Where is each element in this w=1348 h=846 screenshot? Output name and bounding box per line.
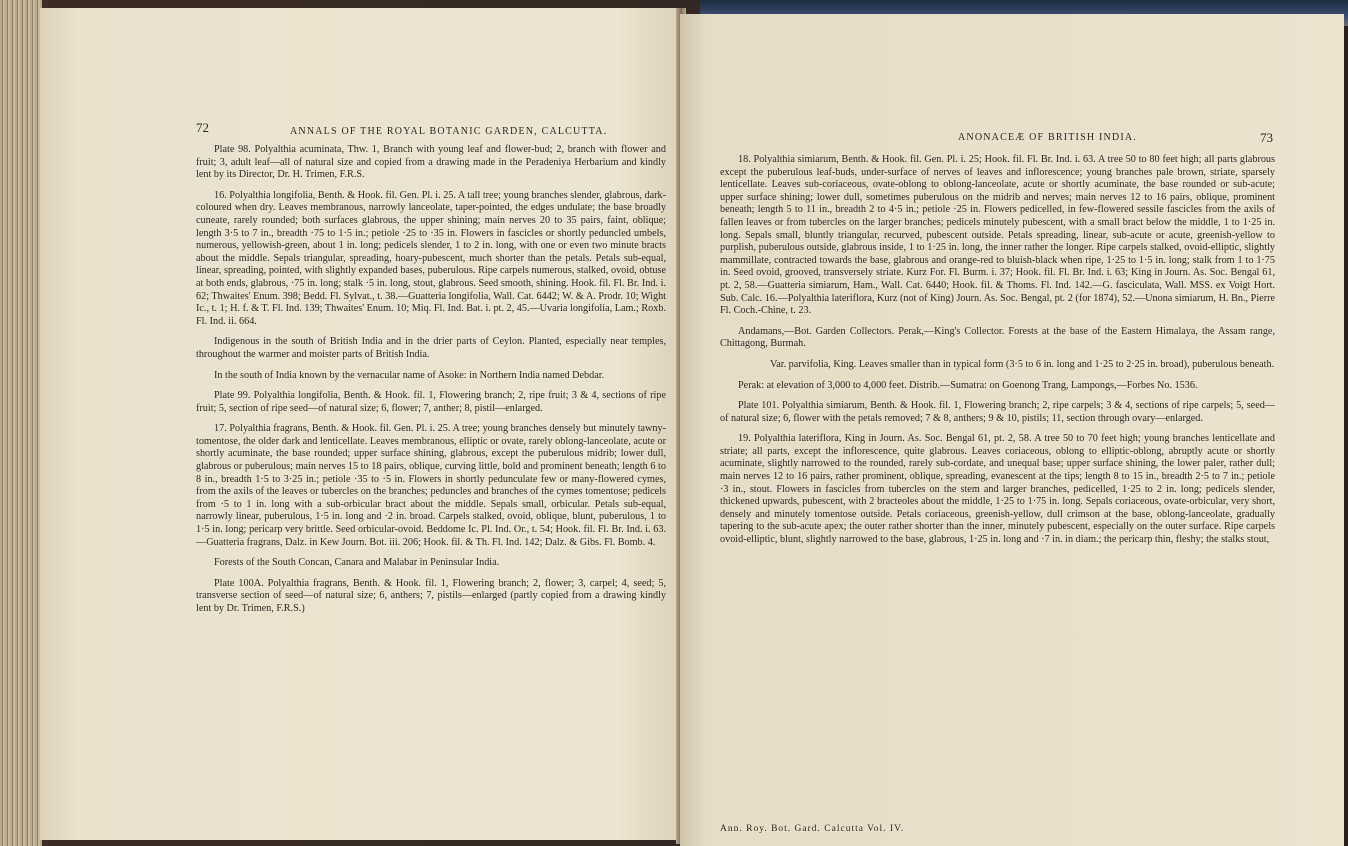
right-page-footer: Ann. Roy. Bot. Gard. Calcutta Vol. IV. bbox=[720, 824, 905, 834]
book-page-edges bbox=[0, 0, 42, 846]
right-page-body bbox=[720, 154, 1275, 555]
paragraph: Plate 100A. Polyalthia fragrans, Benth. & Hook. fil. 1, Flowering branch; 2, flower; 3, carpel; 4, seed; 5, transverse section of seed—of natural size; 6, anthers; 7, pistils—enlarged (partly copied from a drawing kindly lent by Dr. Trimen, F.R.S.) bbox=[196, 577, 666, 614]
paragraph: 18. Polyalthia simiarum, Benth. & Hook. fil. Gen. Pl. i. 25; Hook. fil. Fl. Br. Ind. i. 63. A tree 50 to 80 feet high; all parts glabrous except the puberulous leaf-buds, under-surface of nerves of leaves and inflorescence; young branches pale brown, striate, sparsely lenticellate. Leaves sub-coriaceous, ovate-oblong to oblong-lanceolate, acute or shortly acuminate, the base rounded or sub-acute; upper surface shining; lower dull, sometimes puberulous on the midrib and nerves; main nerves 12 to 16 pairs, oblique, prominent beneath; length 5 to 11 in., breadth 2 to 4·5 in.; petiole ·25 in. Flowers pedicelled, in few-flowered sessile fascicles from the axils of fallen leaves or from tubercles on the larger branches; pedicels minutely pubescent, with a small bract below the middle, 1 to 1·25 in. long. Sepals small, bluntly triangular, recurved, pubescent outside. Petals spreading, linear, sub-acute or acute, greenish-yellow to purplish, puberulous outside, glabrous inside, 1 to 1·25 in. long, the inner rather the longer. Ripe carpels stalked, ovoid-elliptic, slightly mammillate, contracted towards the base, glabrous and orange-red to bluish-black when ripe, 1·25 to 1·5 in. long; stalk from 1 to 1·75 in. Seed ovoid, grooved, transversely striate. Kurz For. Fl. Burm. i. 37; Hook. fil. Fl. Br. Ind. i. 63; King in Journ. As. Soc. Bengal 61, pt. 2, 58.—Guatteria simiarum, Ham., Wall. Cat. 6440; Hook. fil. & Thoms. Fl. Ind. 142.—G. fasciculata, Wall. MSS. ex Voigt Hort. Sub. Calc. 16.—Polyalthia lateriflora, Kurz (not of King) Journ. As. Soc. Bengal, pt. 2 (for 1874), 52.—Unona simiarum, H. Bn., Pierre Fl. Coch.-Chine, t. 23. bbox=[720, 154, 1275, 317]
left-running-head: ANNALS OF THE ROYAL BOTANIC GARDEN, CALCUTTA. bbox=[290, 126, 608, 137]
right-page bbox=[680, 14, 1344, 846]
paragraph: In the south of India known by the vernacular name of Asoke: in Northern India named Debdar. bbox=[214, 369, 605, 381]
paragraph: 17. Polyalthia fragrans, Benth. & Hook. fil. Gen. Pl. i. 25. A tree; young branches densely but minutely tawny-tomentose, the older dark and lenticellate. Leaves membranous, elliptic or ovate, rarely oblong-lanceolate, acute or shortly acuminate, the base rounded; upper surface shining, glabrous, except the puberulous midrib; lower dull, glabrous or puberulous; main nerves 15 to 18 pairs, oblique, curving little, bold and prominent beneath; length 6 to 8 in., breadth 1·5 to 3·25 in.; petiole ·35 to ·5 in. Flowers in shortly pedunculate few or many-flowered cymes, from the axils of the leaves or tubercles on the branches; peduncles and branches of the cymes tomentose; pedicels from ·5 to 1 in. long with a sub-orbicular bract about the middle. Sepals small, orbicular. Petals sub-equal, narrowly linear, puberulous, 1·5 in. long and ·2 in. broad. Carpels stalked, ovoid, oblique, blunt, puberulous, 1 to 1·5 in. long; pericarp very brittle. Seed orbicular-ovoid. Beddome Ic. Pl. Ind. Or., t. 54; Hook. fil. Fl. Br. Ind. i. 63.—Guatteria fragrans, Dalz. in Kew Journ. Bot. iii. 206; Hook. fil. & Th. Fl. Ind. 142; Dalz. & Gibs. Fl. Bomb. 4. bbox=[196, 423, 666, 548]
variety-paragraph: Var. parvifolia, King. Leaves smaller than in typical form (3·5 to 6 in. long and 1·25 to 2·25 in. broad), puberulous beneath. bbox=[770, 358, 1275, 370]
left-page bbox=[40, 8, 680, 840]
paragraph: Plate 99. Polyalthia longifolia, Benth. & Hook. fil. 1, Flowering branch; 2, ripe fruit; 3 & 4, sections of ripe fruit; 5, section of ripe seed—of natural size; 6, flower; 7, anther; 8, pistil—enlarged. bbox=[196, 390, 666, 414]
paragraph: 19. Polyalthia lateriflora, King in Journ. As. Soc. Bengal 61, pt. 2, 58. A tree 50 to 70 feet high; young branches lenticellate and striate; all parts, except the inflorescence, quite glabrous. Leaves coriaceous, oblong to elliptic-oblong, abruptly acute or shortly acuminate, slightly narrowed to the rounded, rarely sub-cordate, and unequal base; upper surface shining, the lower paler, rather dull; main nerves 12 to 16 pairs, rather prominent, oblique, spreading, evanescent at the tips; length 8 to 15 in., breadth 2·5 to 7 in.; petiole ·3 in., stout. Flowers in fascicles from tubercles on the stem and larger branches, pedicelled, 1·25 to 2 in. long; pedicels slender, thickened upwards, pubescent, with 2 bracteoles about the middle, 1·25 to 1·75 in. long. Sepals coriaceous, ovate-orbicular, very short, densely and minutely tomentose outside. Petals coriaceous, greenish-yellow, dull crimson at the base, oblong-lanceolate, gradually tapering to the sub-acute apex; the outer rather shorter than the inner, minutely pubescent, especially on the outer surface. Ripe carpels ovoid-elliptic, blunt, slightly narrowed to the base, glabrous, 1·25 in. long and ·7 in. in diam.; the pericarp thin, fleshy; the stalks stout, bbox=[720, 433, 1275, 546]
left-page-body bbox=[196, 144, 666, 624]
paragraph: Forests of the South Concan, Canara and Malabar in Peninsular India. bbox=[214, 557, 500, 569]
paragraph: 16. Polyalthia longifolia, Benth. & Hook. fil. Gen. Pl. i. 25. A tall tree; young branches slender, glabrous, dark-coloured when dry. Leaves membranous, narrowly lanceolate, taper-pointed, the edges undulate; the base broadly cuneate, rarely rounded; both surfaces glabrous, the upper shining; main nerves 20 to 35 pairs, faint, oblique; length 3·5 to 7 in., breadth ·75 to 1·5 in.; petiole ·25 to ·35 in. Flowers in fascicles or shortly peduncled umbels, numerous, yellowish-green, about 1 in. long; pedicels slender, 1 to 2 in. long, with one or even two minute bracts about the middle. Sepals triangular, spreading, hoary-pubescent, much shorter than the petals. Petals sub-equal, linear, spreading, pointed, with slightly expanded bases, puberulous. Ripe carpels numerous, stalked, ovoid, obtuse at both ends, glabrous, ·75 in. long; stalk ·5 in. long, stout, glabrous. Seed smooth, shining. Hook. fil. Fl. Br. Ind. i. 62; Thwaites' Enum. 398; Bedd. Fl. Sylvat., t. 38.—Guatteria longifolia, Wall. Cat. 6442; W. & A. Prodr. 10; Wight Ic., t. 1; H. f. & T. Fl. Ind. 139; Thwaites' Enum. 10; Miq. Fl. Ind. Bat. i. pt. 2, 45.—Uvaria longifolia, Lam.; Roxb. Fl. Ind. ii. 664. bbox=[196, 189, 667, 327]
paragraph: Perak: at elevation of 3,000 to 4,000 feet. Distrib.—Sumatra: on Goenong Trang, Lampongs,—Forbes No. 1536. bbox=[738, 379, 1198, 391]
right-running-head: ANONACEÆ OF BRITISH INDIA. bbox=[958, 132, 1137, 143]
paragraph: Plate 98. Polyalthia acuminata, Thw. 1, Branch with young leaf and flower-bud; 2, branch with flower and fruit; 3, adult leaf—all of natural size and copied from a drawing made in the Peradeniya Herbarium and kindly lent by its Director, Dr. H. Trimen, F.R.S. bbox=[196, 144, 666, 181]
paragraph: Andamans,—Bot. Garden Collectors. Perak,—King's Collector. Forests at the base of the Eastern Himalaya, the Assam range, Chittagong, Burmah. bbox=[720, 325, 1275, 350]
left-page-number: 72 bbox=[196, 120, 209, 135]
paragraph: Plate 101. Polyalthia simiarum, Benth. & Hook. fil. 1, Flowering branch; 2, ripe carpels; 3 & 4, sections of ripe carpels; 5, seed—of natural size; 6, flower with the petals removed; 7 & 8, anthers; 9 & 10, pistils; 11, section through ovary—enlarged. bbox=[720, 400, 1275, 424]
paragraph: Indigenous in the south of British India and in the drier parts of Ceylon. Planted, especially near temples, throughout the warmer and moister parts of British India. bbox=[196, 336, 666, 360]
right-page-number: 73 bbox=[1260, 130, 1273, 145]
